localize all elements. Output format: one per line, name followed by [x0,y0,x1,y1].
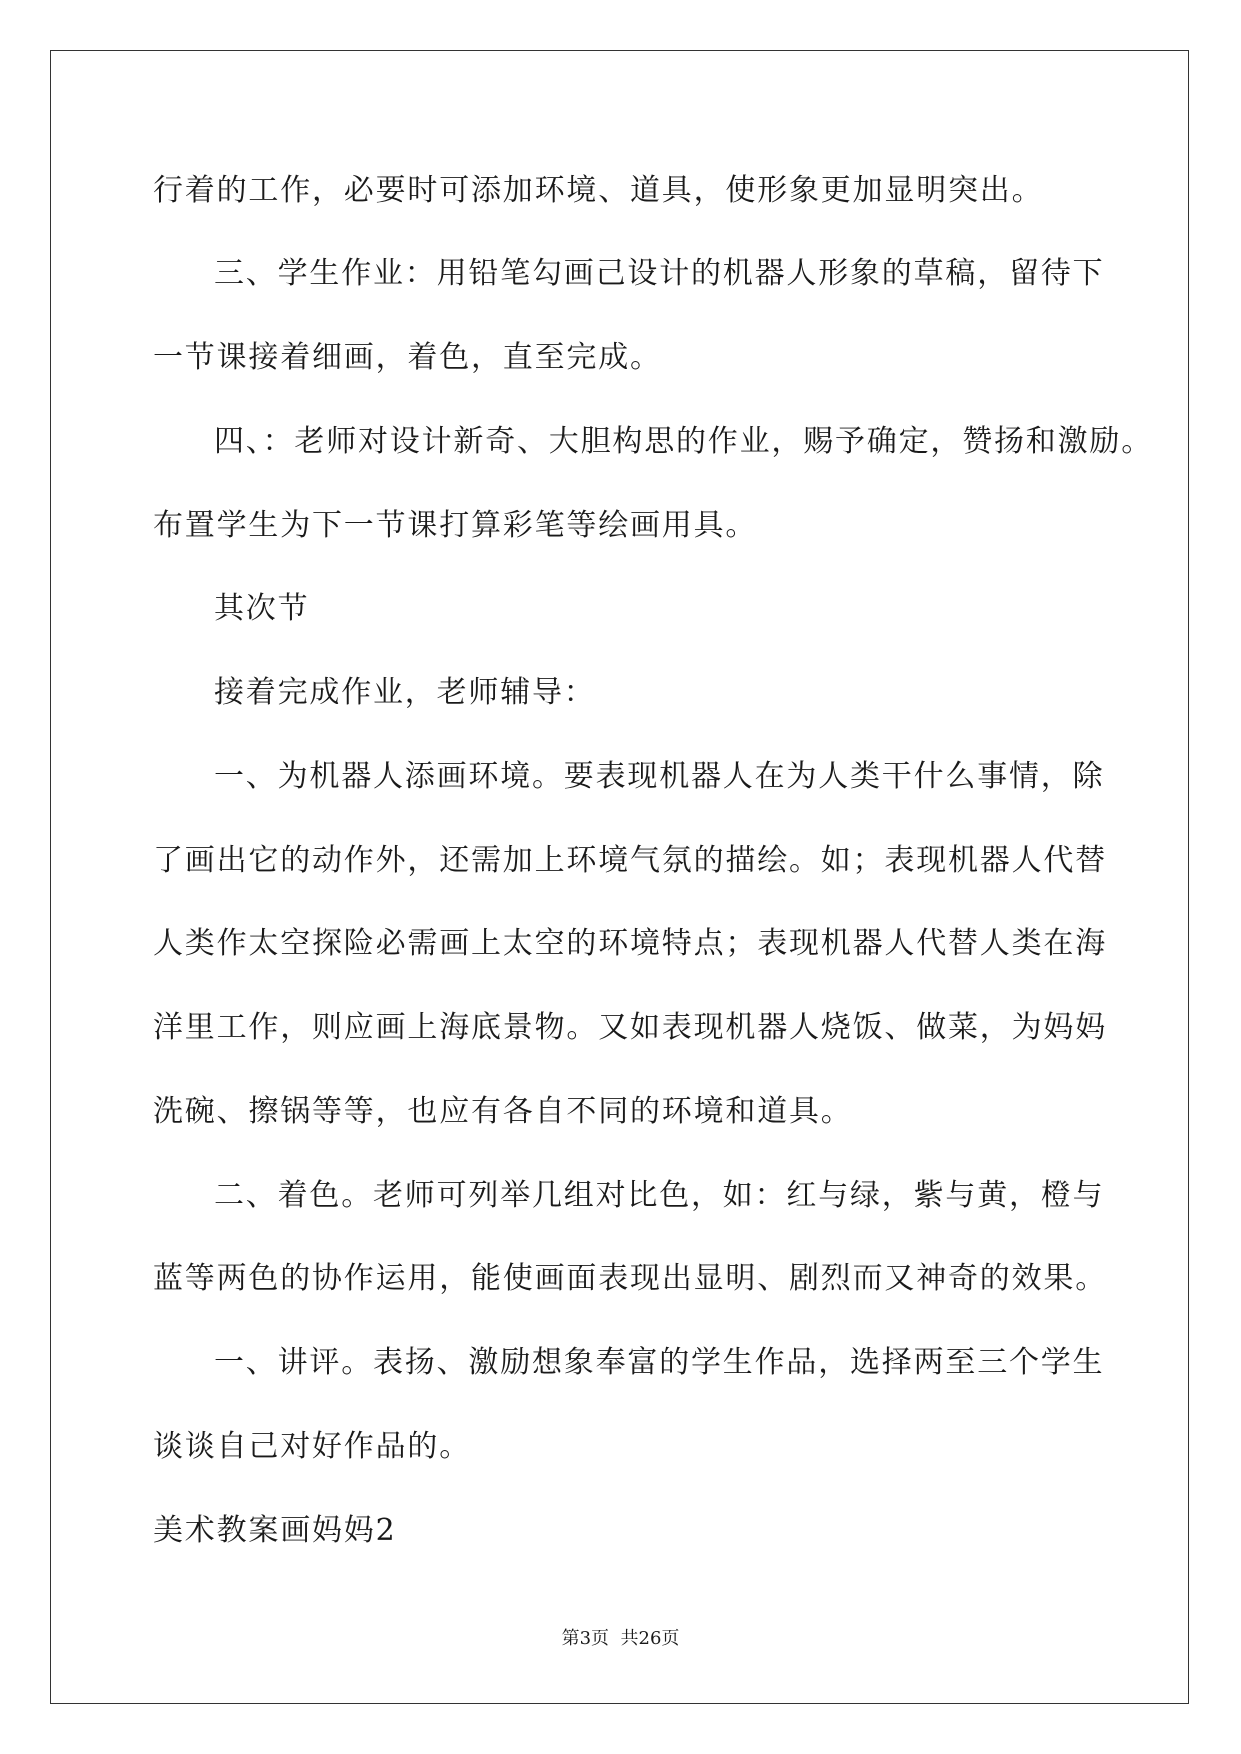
section-heading: 其次节 [214,591,310,626]
paragraph-line: 洗碗、擦锅等等，也应有各自不同的环境和道具。 [153,1094,853,1129]
paragraph-line: 四、：老师对设计新奇、大胆构思的作业，赐予确定，赞扬和激励。 [214,424,1153,459]
paragraph-line: 了画出它的动作外，还需加上环境气氛的描绘。如；表现机器人代替 [153,843,1107,878]
paragraph-line: 一、为机器人添画环境。要表现机器人在为人类干什么事情，除 [214,759,1105,794]
paragraph-line: 谈谈自己对好作品的。 [153,1429,471,1464]
paragraph-line: 三、学生作业：用铅笔勾画己设计的机器人形象的草稿，留待下 [214,256,1105,291]
paragraph-line: 一、讲评。表扬、激励想象奉富的学生作品，选择两至三个学生 [214,1345,1105,1380]
paragraph-line: 蓝等两色的协作运用，能使画面表现出显明、剧烈而又神奇的效果。 [153,1261,1107,1296]
paragraph-line: 接着完成作业，老师辅导： [214,675,596,710]
paragraph-line: 人类作太空探险必需画上太空的环境特点；表现机器人代替人类在海 [153,926,1107,961]
paragraph-line: 二、着色。老师可列举几组对比色，如：红与绿，紫与黄，橙与 [214,1178,1105,1213]
paragraph-line: 行着的工作，必要时可添加环境、道具，使形象更加显明突出。 [153,173,1044,208]
page-number: 第3页 共26页 [561,1628,680,1649]
paragraph-line: 一节课接着细画，着色，直至完成。 [153,340,662,375]
paragraph-line: 布置学生为下一节课打算彩笔等绘画用具。 [153,508,758,543]
document-title: 美术教案画妈妈2 [153,1513,397,1548]
paragraph-line: 洋里工作，则应画上海底景物。又如表现机器人烧饭、做菜，为妈妈 [153,1010,1107,1045]
